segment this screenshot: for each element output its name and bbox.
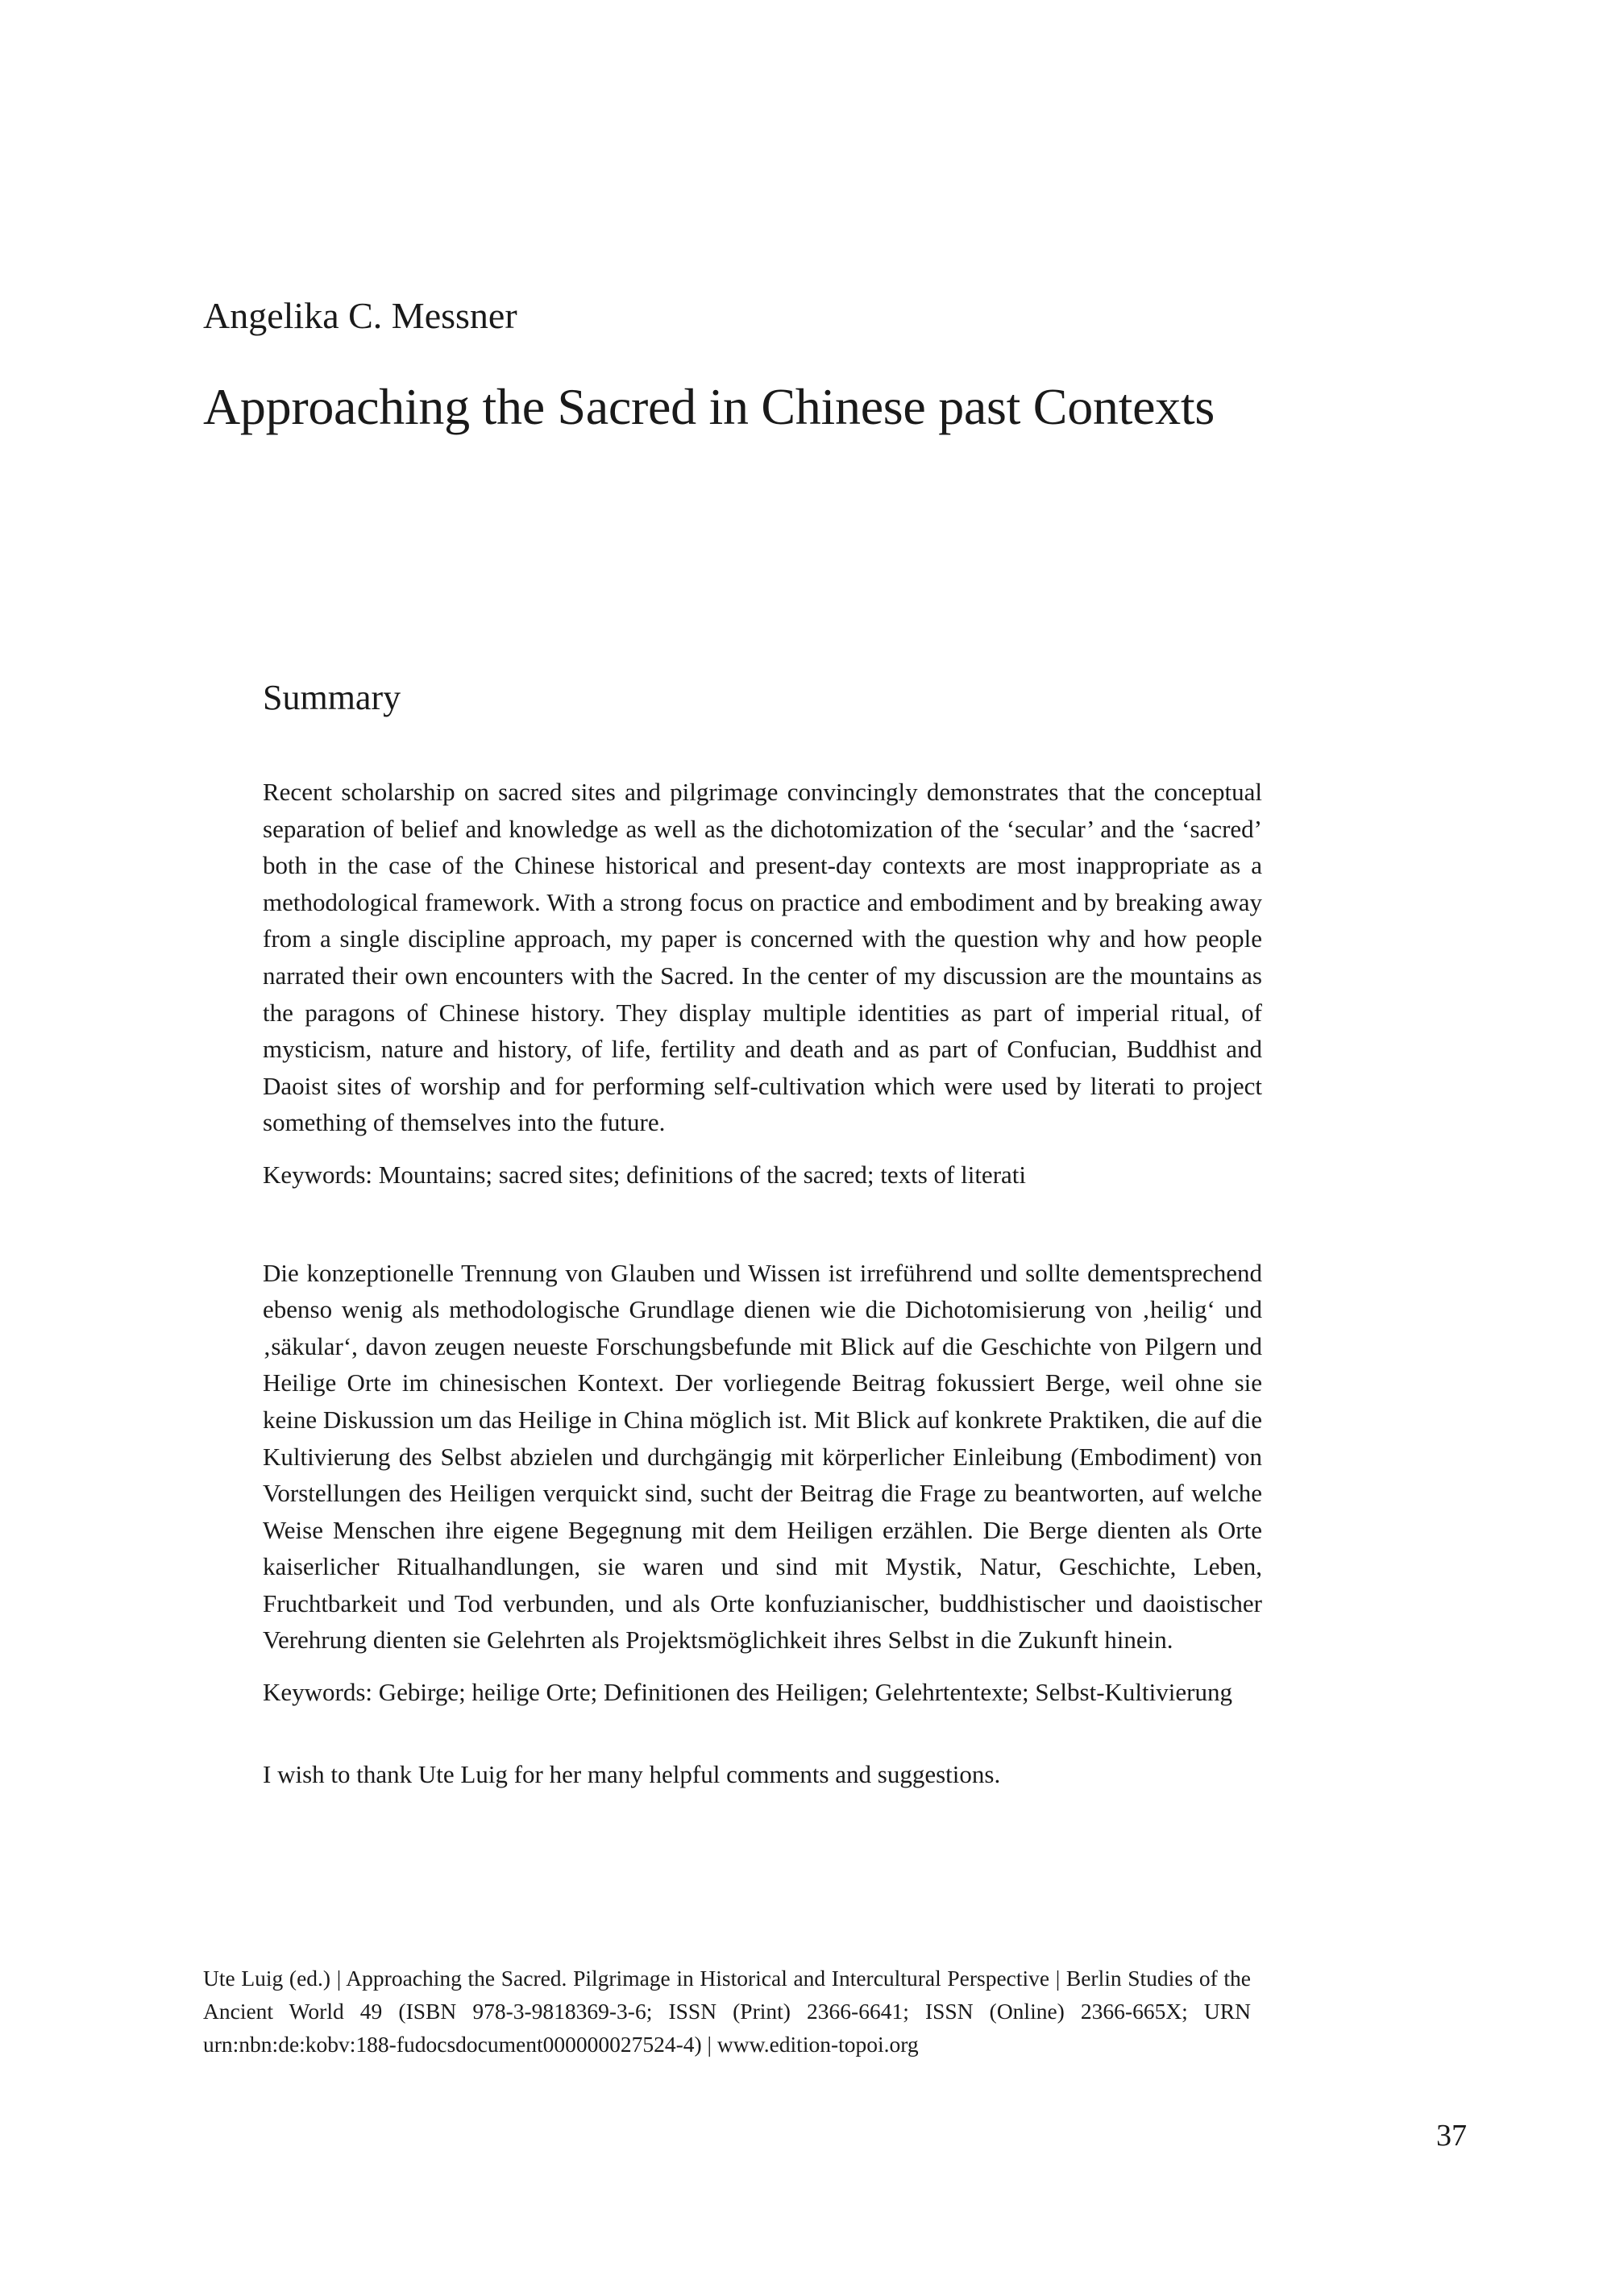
publication-reference: Ute Luig (ed.) | Approaching the Sacred. Pilgrimage in Historical and Intercultural Perspective | Berlin Studies of the Ancient World 49 (ISBN 978-3-9818369-3-6; ISSN (Print) 2366-6641; ISSN (Online) 2366-665X; URN urn:nbn:de:kobv:188-fudocsdocument000000027524-4) | www.edition-topoi.org (203, 1966, 1251, 2057)
article-title: Approaching the Sacred in Chinese past Contexts (203, 378, 1215, 435)
summary-heading: Summary (263, 678, 401, 717)
page-number: 37 (1436, 2119, 1467, 2153)
acknowledgement: I wish to thank Ute Luig for her many helpful comments and suggestions. (263, 1759, 1001, 1788)
keywords-english: Keywords: Mountains; sacred sites; definitions of the sacred; texts of literati (263, 1160, 1026, 1189)
keywords-german: Keywords: Gebirge; heilige Orte; Definitionen des Heiligen; Gelehrtentexte; Selbst-Kultivierung (263, 1678, 1232, 1707)
summary-section (263, 675, 1262, 1792)
author-name: Angelika C. Messner (203, 295, 517, 336)
abstract-english: Recent scholarship on sacred sites and pilgrimage convincingly demonstrates that the conceptual separation of belief and knowledge as well as the dichotomization of the ‘secular’ and the ‘sacred’ both in the case of the Chinese historical and present-day contexts are most inappropriate as a methodological framework. With a strong focus on practice and embodiment and by breaking away from a single discipline approach, my paper is concerned with the question why and how people narrated their own encounters with the Sacred. In the center of my discussion are the mountains as the paragons of Chinese history. They display multiple identities as part of imperial ritual, of mysticism, nature and history, of life, fertility and death and as part of Confucian, Buddhist and Daoist sites of worship and for performing self-cultivation which were used by literati to project something of themselves into the future. (263, 778, 1262, 1137)
abstract-german: Die konzeptionelle Trennung von Glauben und Wissen ist irreführend und sollte dementsprechend ebenso wenig als methodologische Grundlage dienen wie die Dichotomisierung von ‚heilig‘ und ‚säkular‘, davon zeugen neueste Forschungsbefunde mit Blick auf die Geschichte von Pilgern und Heilige Orte im chinesischen Kontext. Der vorliegende Beitrag fokussiert Berge, weil ohne sie keine Diskussion um das Heilige in China möglich ist. Mit Blick auf konkrete Praktiken, die auf die Kultivierung des Selbst abzielen und durchgängig mit körperlicher Einleibung (Embodiment) von Vorstellungen des Heiligen verquickt sind, sucht der Beitrag die Frage zu beantworten, auf welche Weise Menschen ihre eigene Begegnung mit dem Heiligen erzählen. Die Berge dienten als Orte kaiserlicher Ritualhandlungen, sie waren und sind mit Mystik, Natur, Geschichte, Leben, Fruchtbarkeit und Tod verbunden, und als Orte konfuzianischer, buddhistischer und daoistischer Verehrung dienten sie Gelehrten als Projektsmöglichkeit ihres Selbst in die Zukunft hinein. (263, 1258, 1262, 1655)
